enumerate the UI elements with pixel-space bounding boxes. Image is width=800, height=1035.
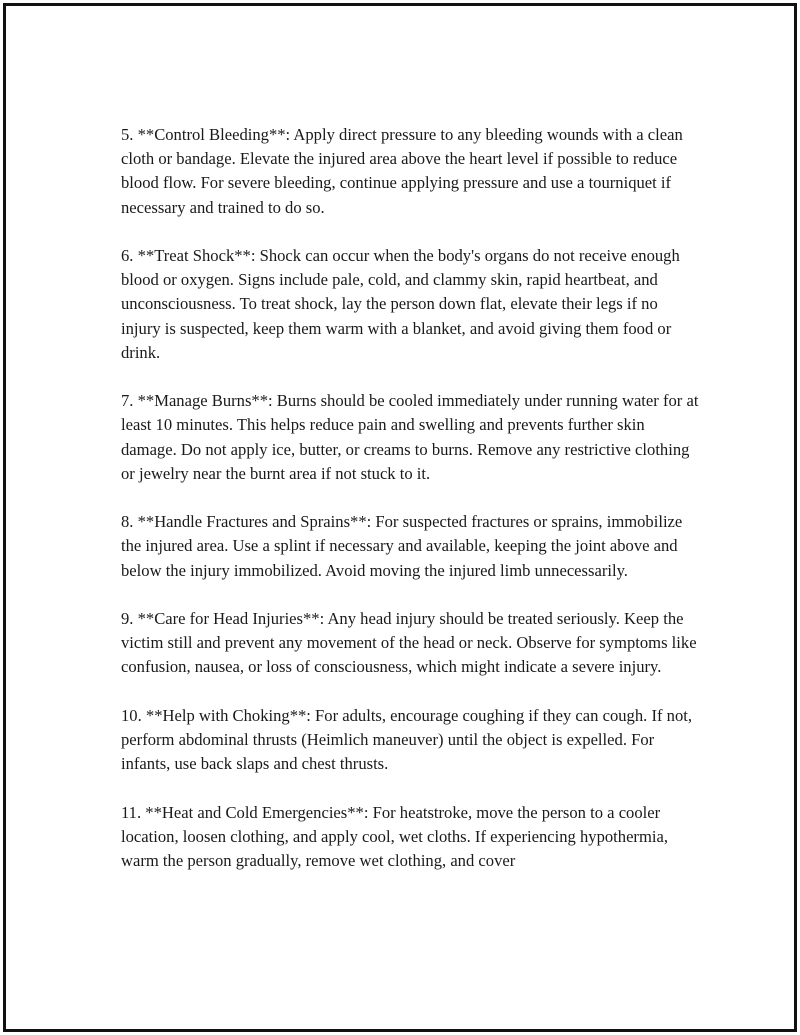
paragraph-choking: 10. **Help with Choking**: For adults, encourage coughing if they can cough. If not, perform abdominal thrusts (Heimlich maneuver) until the object is expelled. For infants, use back slaps and chest thrusts. xyxy=(121,705,692,774)
paragraph-manage-burns: 7. **Manage Burns**: Burns should be cooled immediately under running water for at least 10 minutes. This helps reduce pain and swelling and prevents further skin damage. Do not apply ice, butter, or creams to burns. Remove any restrictive clothing or jewelry near the burnt area if not stuck to it. xyxy=(121,391,699,483)
paragraph-fractures-sprains: 8. **Handle Fractures and Sprains**: For suspected fractures or sprains, immobilize the injured area. Use a splint if necessary and available, keeping the joint above and below the injury immobilized. Avoid moving the injured limb unnecessarily. xyxy=(121,512,683,580)
paragraph-treat-shock: 6. **Treat Shock**: Shock can occur when the body's organs do not receive enough blood or oxygen. Signs include pale, cold, and clammy skin, rapid heartbeat, and unconsciousness. To treat shock, lay the person down flat, elevate their legs if no injury is suspected, keep them warm with a blanket, and avoid giving them food or drink. xyxy=(121,246,680,362)
document-body xyxy=(121,123,701,897)
paragraph-head-injuries: 9. **Care for Head Injuries**: Any head injury should be treated seriously. Keep the victim still and prevent any movement of the head or neck. Observe for symptoms like confusion, nausea, or loss of consciousness, which might indicate a severe injury. xyxy=(121,609,697,677)
paragraph-control-bleeding: 5. **Control Bleeding**: Apply direct pressure to any bleeding wounds with a clean cloth or bandage. Elevate the injured area above the heart level if possible to reduce blood flow. For severe bleeding, continue applying pressure and use a tourniquet if necessary and trained to do so. xyxy=(121,125,683,217)
paragraph-heat-cold: 11. **Heat and Cold Emergencies**: For heatstroke, move the person to a cooler location, loosen clothing, and apply cool, wet cloths. If experiencing hypothermia, warm the person gradually, remove wet clothing, and cover xyxy=(121,802,668,870)
page-frame xyxy=(3,3,797,1032)
